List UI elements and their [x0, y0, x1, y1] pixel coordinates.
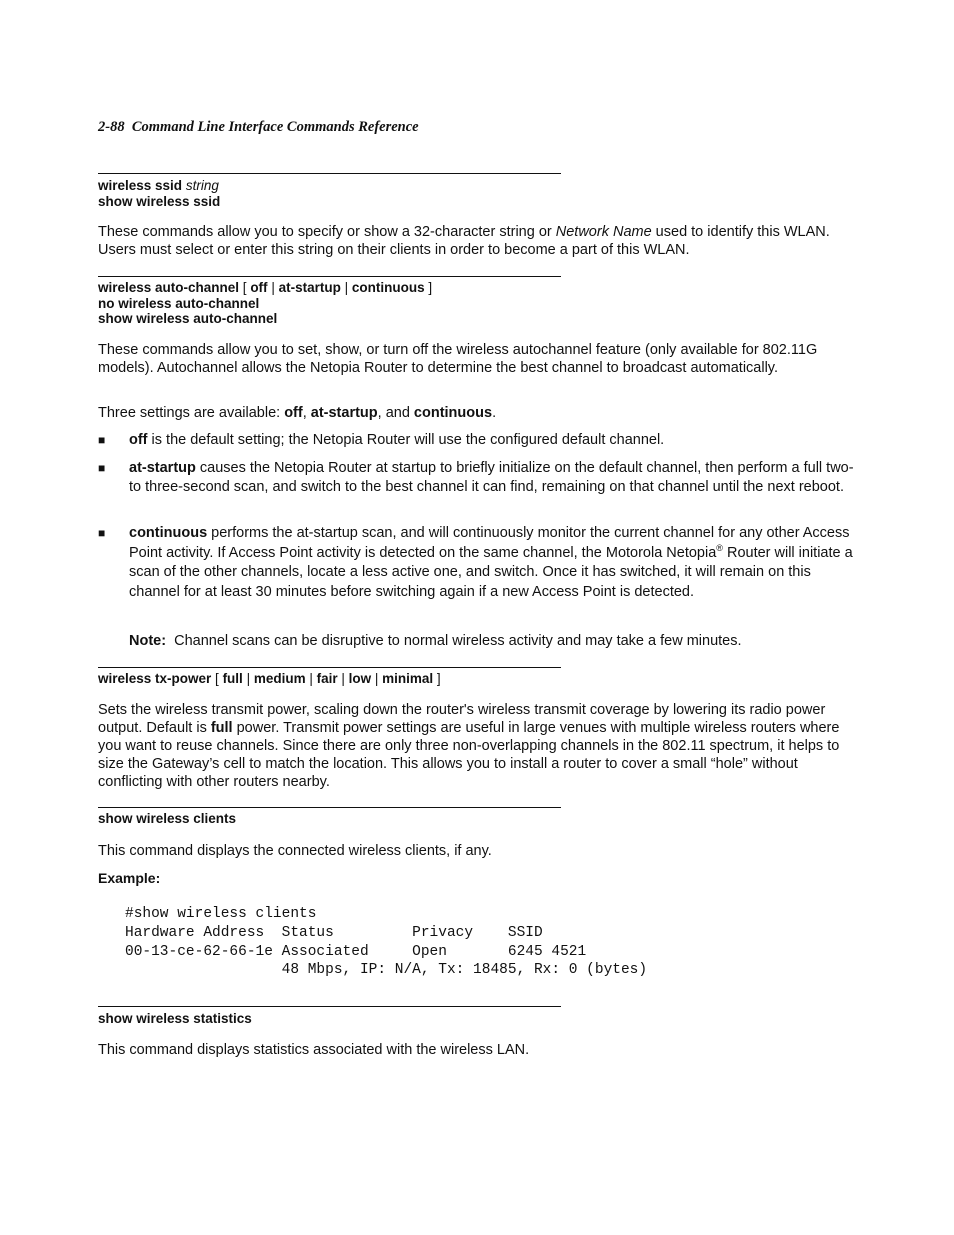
code-line: 48 Mbps, IP: N/A, Tx: 18485, Rx: 0 (bytes) — [125, 962, 648, 978]
running-header — [98, 119, 419, 136]
section-divider — [98, 173, 561, 174]
paragraph: Three settings are available: off, at-startup, and continuous. — [98, 405, 497, 421]
section-divider — [98, 1006, 561, 1007]
command-text: show wireless ssid — [98, 193, 221, 209]
command-syntax: show wireless clients — [98, 811, 237, 826]
note-text: Channel scans can be disruptive to normal wireless activity and may take a few minutes. — [174, 633, 742, 649]
example-label: Example: — [98, 870, 161, 886]
section-divider — [98, 667, 561, 668]
section-divider — [98, 276, 561, 277]
section-divider — [98, 807, 561, 808]
paragraph: These commands allow you to set, show, or turn off the wireless autochannel feature (only available for 802.11G models). Autochannel allows the Netopia Router to determine the best channel to broadcast automatically. — [98, 342, 818, 376]
code-line: #show wireless clients — [125, 906, 317, 922]
paragraph: Sets the wireless transmit power, scaling down the router's wireless transmit coverage by lowering its radio power output. Default is full power. Transmit power settings are useful in large venues with multiple wireless routers where you want to reuse channels. Since there are only three non-overlapping channels in the 802.11 spectrum, it helps to size the Gateway’s cell to match the location. This allows you to install a router to cover a small “hole” without conflicting with other routers nearby. — [98, 702, 840, 790]
page-number: 2-88 — [98, 119, 125, 135]
bullet-icon: ■ — [98, 433, 106, 447]
command-syntax: wireless tx-power [ full | medium | fair | low | minimal ] — [98, 671, 441, 686]
paragraph: This command displays statistics associated with the wireless LAN. — [98, 1042, 530, 1058]
command-arg: string — [185, 178, 219, 193]
bullet-icon: ■ — [98, 526, 106, 540]
command-text: wireless ssid — [98, 178, 183, 193]
command-syntax — [98, 178, 220, 209]
header-title: Command Line Interface Commands Reference — [131, 119, 419, 135]
note-label: Note: — [129, 633, 167, 649]
code-line: 00-13-ce-62-66-1e Associated Open 6245 4521 — [125, 944, 587, 960]
bullet-icon: ■ — [98, 461, 106, 475]
code-line: Hardware Address Status Privacy SSID — [125, 925, 543, 941]
paragraph: These commands allow you to specify or show a 32-character string or Network Name used to identify this WLAN. Users must select or enter this string on their clients in order to become a part of this WLAN. — [98, 224, 830, 258]
note — [129, 632, 859, 651]
paragraph: This command displays the connected wireless clients, if any. — [98, 843, 492, 859]
list-item: at-startup causes the Netopia Router at startup to briefly initialize on the default channel, then perform a full two- to three-second scan, and switch to the best channel it can find, remaining on that channel until the next reboot. — [129, 460, 854, 495]
command-syntax: wireless auto-channel [ off | at-startup | continuous ] no wireless auto-channel show wireless auto-channel — [98, 280, 433, 326]
command-syntax: show wireless statistics — [98, 1011, 252, 1026]
list-item: continuous performs the at-startup scan, and will continuously monitor the current channel for any other Access Point activity. If Access Point activity is detected on the same channel, the Motorola Netopia® Router will initiate a scan of the other channels, locate a less active one, and switch. Once it has switched, it will remain on this channel for at least 30 minutes before switching again if a new Access Point is detected. — [129, 525, 853, 600]
list-item: off is the default setting; the Netopia Router will use the configured default channel. — [129, 432, 665, 448]
